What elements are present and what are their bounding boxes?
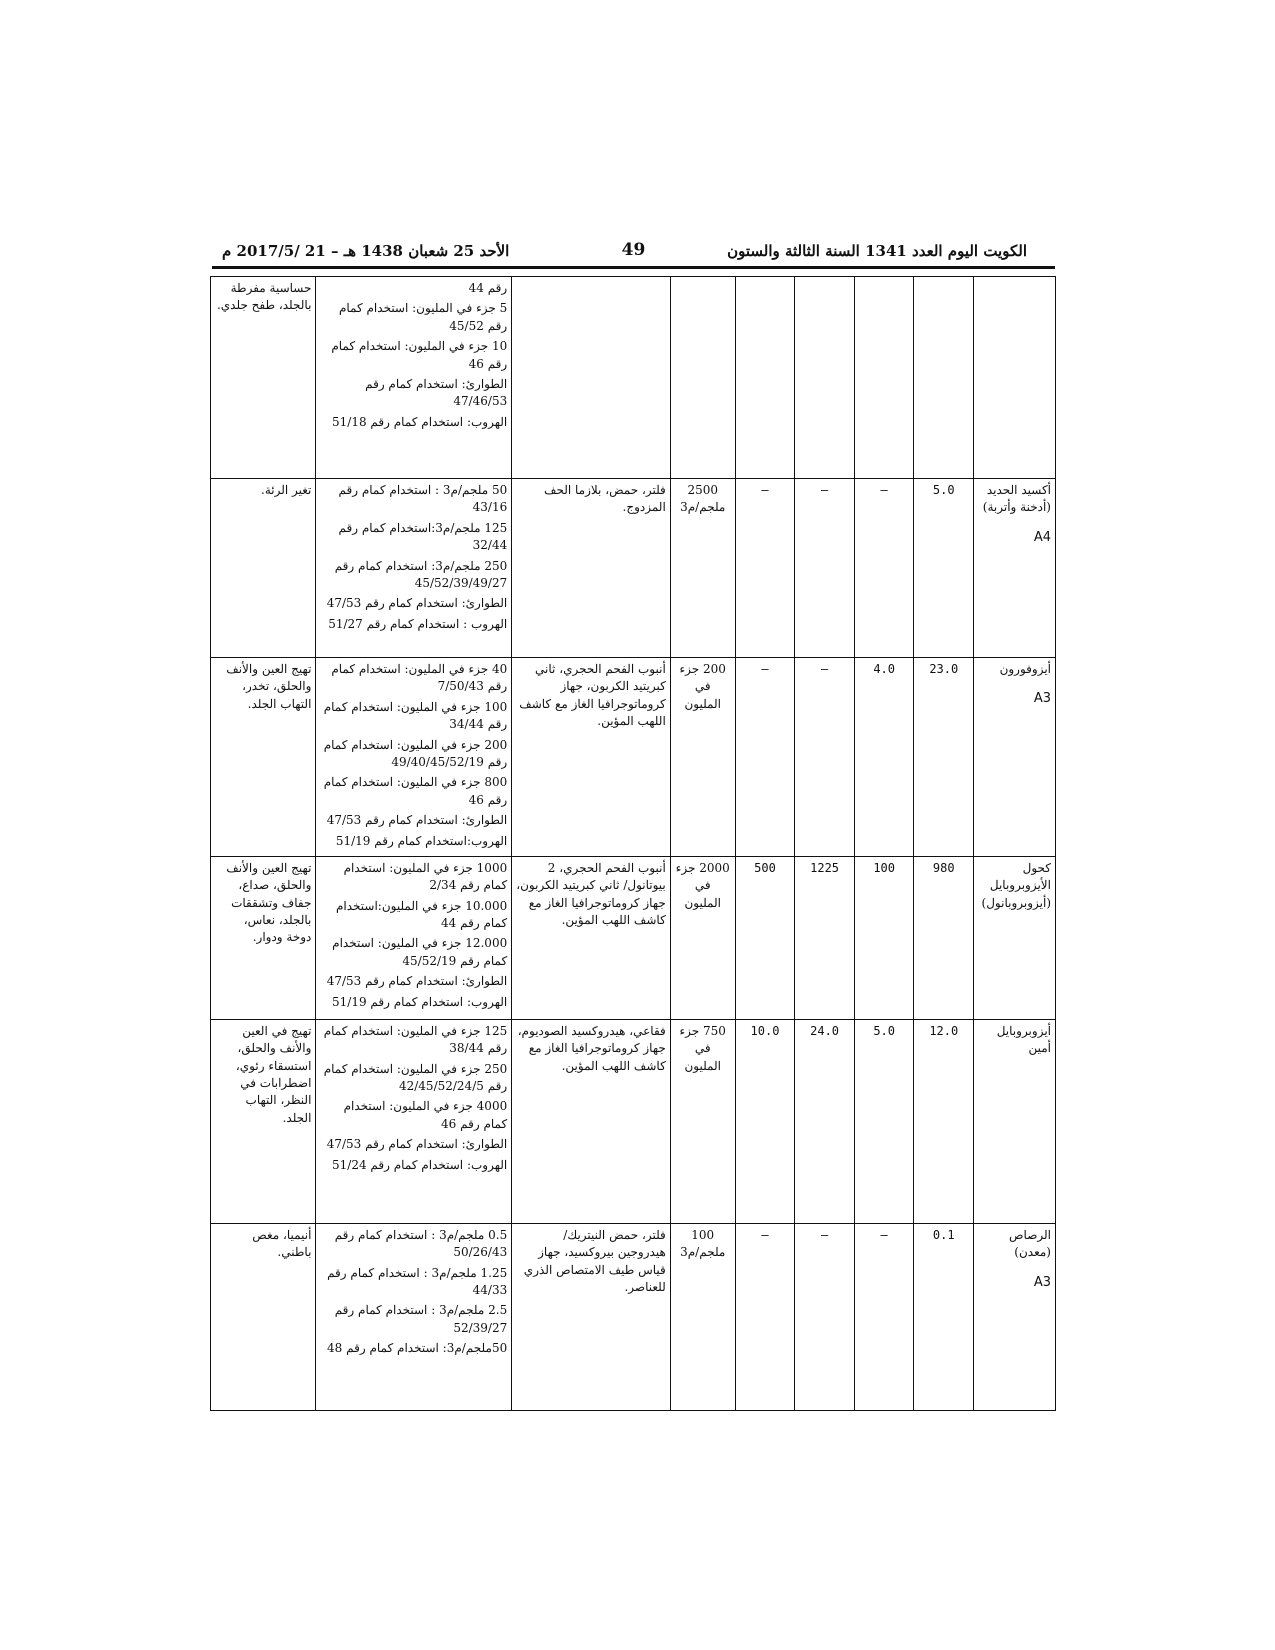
respirator-cell bbox=[316, 479, 512, 658]
respirator-line: الطوارئ: استخدام كمام رقم 47/53 bbox=[326, 596, 508, 611]
idlh-cell: 100 ملجم/م3 bbox=[670, 1223, 735, 1410]
respirator-line: 5 جزء في المليون: استخدام كمام رقم 45/52 bbox=[338, 301, 508, 333]
respirator-line: 50ملجم/م3: استخدام كمام رقم 48 bbox=[327, 1341, 508, 1356]
substance-name: الرصاص (معدن) bbox=[1009, 1227, 1051, 1260]
health-effects-cell: تهيج العين والأنف والحلق، صداع، جفاف وتشققات بالجلد، نعاس، دوخة ودوار. bbox=[211, 856, 316, 1019]
respirator-line: 10.000 جزء في المليون:استخدام كمام رقم 44 bbox=[335, 898, 508, 931]
health-effects-cell: تهيج العين والأنف والحلق، تخدر، التهاب الجلد. bbox=[211, 658, 316, 857]
value-cell-4: 10.0 bbox=[735, 1019, 795, 1223]
respirator-line: 12.000 جزء في المليون: استخدام كمام رقم 45/52/19 bbox=[332, 936, 508, 968]
idlh-cell bbox=[670, 277, 735, 479]
substance-name: أيزوبروبايل أمين bbox=[996, 1023, 1051, 1056]
substance-name-cell bbox=[974, 479, 1056, 658]
value-cell-3: – bbox=[795, 1223, 855, 1410]
method-cell: أنبوب الفحم الحجري، ثاني كبريتيد الكربون، جهاز كروماتوجرافيا الغاز مع كاشف اللهب المؤين. bbox=[512, 658, 671, 857]
respirator-line: 4000 جزء في المليون: استخدام كمام رقم 46 bbox=[343, 1099, 508, 1131]
respirator-line: 1000 جزء في المليون: استخدام كمام رقم 2/34 bbox=[343, 860, 508, 893]
respirator-line: 1.25 ملجم/م3 : استخدام كمام رقم 44/33 bbox=[327, 1265, 508, 1298]
table-row bbox=[211, 277, 1056, 479]
gazette-title: الكويت اليوم العدد 1341 السنة الثالثة والستون bbox=[727, 242, 1027, 260]
value-cell-2: – bbox=[854, 1223, 914, 1410]
substance-name-cell bbox=[974, 277, 1056, 479]
value-cell-3: – bbox=[795, 658, 855, 857]
value-cell-3: – bbox=[795, 479, 855, 658]
respirator-line: الهروب : استخدام كمام رقم 51/27 bbox=[328, 616, 508, 631]
value-cell-2: 5.0 bbox=[854, 1019, 914, 1223]
table-row bbox=[211, 1223, 1056, 1410]
respirator-line: 250 ملجم/م3: استخدام كمام رقم 45/52/39/49/27 bbox=[334, 558, 508, 590]
value-cell-4 bbox=[735, 277, 795, 479]
substance-name-cell bbox=[974, 658, 1056, 857]
respirator-line: 40 جزء في المليون: استخدام كمام رقم 7/50/43 bbox=[331, 662, 508, 694]
respirator-line: الطوارئ: استخدام كمام رقم 47/46/53 bbox=[365, 376, 508, 409]
page-header bbox=[212, 240, 1055, 269]
value-cell-2: 100 bbox=[854, 856, 914, 1019]
respirator-line: 50 ملجم/م3 : استخدام كمام رقم 43/16 bbox=[338, 483, 508, 515]
table-row bbox=[211, 1019, 1056, 1223]
respirator-line: الهروب: استخدام كمام رقم 51/18 bbox=[332, 414, 508, 429]
substance-name-cell bbox=[974, 856, 1056, 1019]
substance-name: أكسيد الحديد (أدخنة وأتربة) bbox=[982, 483, 1051, 515]
value-cell-1: 0.1 bbox=[914, 1223, 974, 1410]
respirator-cell bbox=[316, 1223, 512, 1410]
issue-date: الأحد 25 شعبان 1438 هـ – 21 /2017/5 م bbox=[222, 242, 510, 260]
value-cell-4: – bbox=[735, 479, 795, 658]
value-cell-3 bbox=[795, 277, 855, 479]
value-cell-1: 23.0 bbox=[914, 658, 974, 857]
respirator-line: 10 جزء في المليون: استخدام كمام رقم 46 bbox=[331, 339, 508, 371]
method-cell bbox=[512, 277, 671, 479]
respirator-line: 125 ملجم/م3:استخدام كمام رقم 32/44 bbox=[338, 520, 508, 553]
respirator-line: 125 جزء في المليون: استخدام كمام رقم 38/44 bbox=[323, 1023, 508, 1056]
carcinogen-code: A4 bbox=[1033, 529, 1051, 545]
idlh-cell: 2000 جزء في المليون bbox=[670, 856, 735, 1019]
respirator-line: الهروب:استخدام كمام رقم 51/19 bbox=[335, 833, 508, 848]
carcinogen-code: A3 bbox=[1033, 1274, 1051, 1290]
respirator-cell bbox=[316, 856, 512, 1019]
respirator-line: 0.5 ملجم/م3 : استخدام كمام رقم 50/26/43 bbox=[334, 1227, 508, 1260]
respirator-cell bbox=[316, 658, 512, 857]
value-cell-1 bbox=[914, 277, 974, 479]
method-cell: فقاعي، هيدروكسيد الصوديوم، جهاز كروماتوجرافيا الغاز مع كاشف اللهب المؤين. bbox=[512, 1019, 671, 1223]
respirator-line: 200 جزء في المليون: استخدام كمام رقم 49/40/45/52/19 bbox=[323, 737, 508, 769]
value-cell-2 bbox=[854, 277, 914, 479]
value-cell-2: – bbox=[854, 479, 914, 658]
respirator-line: 2.5 ملجم/م3 : استخدام كمام رقم 52/39/27 bbox=[334, 1303, 508, 1335]
value-cell-3: 24.0 bbox=[795, 1019, 855, 1223]
respirator-line: الطوارئ: استخدام كمام رقم 47/53 bbox=[326, 813, 508, 828]
idlh-cell: 750 جزء في المليون bbox=[670, 1019, 735, 1223]
value-cell-2: 4.0 bbox=[854, 658, 914, 857]
substance-name-cell bbox=[974, 1019, 1056, 1223]
carcinogen-code: A3 bbox=[1033, 691, 1051, 707]
idlh-cell: 200 جزء في المليون bbox=[670, 658, 735, 857]
respirator-line: الطوارئ: استخدام كمام رقم 47/53 bbox=[326, 974, 508, 989]
value-cell-1: 12.0 bbox=[914, 1019, 974, 1223]
substance-name-cell bbox=[974, 1223, 1056, 1410]
method-cell: أنبوب الفحم الحجري، 2 بيوتانول/ ثاني كبريتيد الكربون، جهاز كروماتوجرافيا الغاز مع كاشف اللهب المؤين. bbox=[512, 856, 671, 1019]
idlh-cell: 2500 ملجم/م3 bbox=[670, 479, 735, 658]
value-cell-4: – bbox=[735, 1223, 795, 1410]
respirator-line: الهروب: استخدام كمام رقم 51/24 bbox=[332, 1157, 508, 1172]
table-row bbox=[211, 856, 1056, 1019]
substance-name: كحول الأيزوبروبايل (أيزوبروبانول) bbox=[981, 860, 1051, 910]
exposure-limits-table bbox=[210, 276, 1056, 1411]
health-effects-cell: تغير الرئة. bbox=[211, 479, 316, 658]
value-cell-4: 500 bbox=[735, 856, 795, 1019]
table-row bbox=[211, 479, 1056, 658]
health-effects-cell: حساسية مفرطة بالجلد، طفح جلدي. bbox=[211, 277, 316, 479]
value-cell-4: – bbox=[735, 658, 795, 857]
respirator-line: الهروب: استخدام كمام رقم 51/19 bbox=[332, 994, 508, 1009]
respirator-line: رقم 44 bbox=[468, 281, 508, 295]
respirator-cell bbox=[316, 277, 512, 479]
value-cell-3: 1225 bbox=[795, 856, 855, 1019]
method-cell: فلتر، حمض، بلازما الحف المزدوج. bbox=[512, 479, 671, 658]
respirator-line: 800 جزء في المليون: استخدام كمام رقم 46 bbox=[323, 775, 508, 807]
method-cell: فلتر، حمض النيتريك/ هيدروجين بيروكسيد، جهاز قياس طيف الامتصاص الذري للعناصر. bbox=[512, 1223, 671, 1410]
health-effects-cell: أنيميا، مغص باطني. bbox=[211, 1223, 316, 1410]
health-effects-cell: تهيج في العين والأنف والحلق، استسقاء رئوي، اضطرابات في النظر، التهاب الجلد. bbox=[211, 1019, 316, 1223]
substance-name: أيزوفورون bbox=[999, 662, 1051, 676]
respirator-line: 100 جزء في المليون: استخدام كمام رقم 34/44 bbox=[323, 699, 508, 732]
respirator-line: الطوارئ: استخدام كمام رقم 47/53 bbox=[326, 1137, 508, 1152]
table-row bbox=[211, 658, 1056, 857]
value-cell-1: 980 bbox=[914, 856, 974, 1019]
page-number: 49 bbox=[621, 240, 646, 260]
value-cell-1: 5.0 bbox=[914, 479, 974, 658]
respirator-cell bbox=[316, 1019, 512, 1223]
respirator-line: 250 جزء في المليون: استخدام كمام رقم 42/45/52/24/5 bbox=[323, 1061, 508, 1094]
